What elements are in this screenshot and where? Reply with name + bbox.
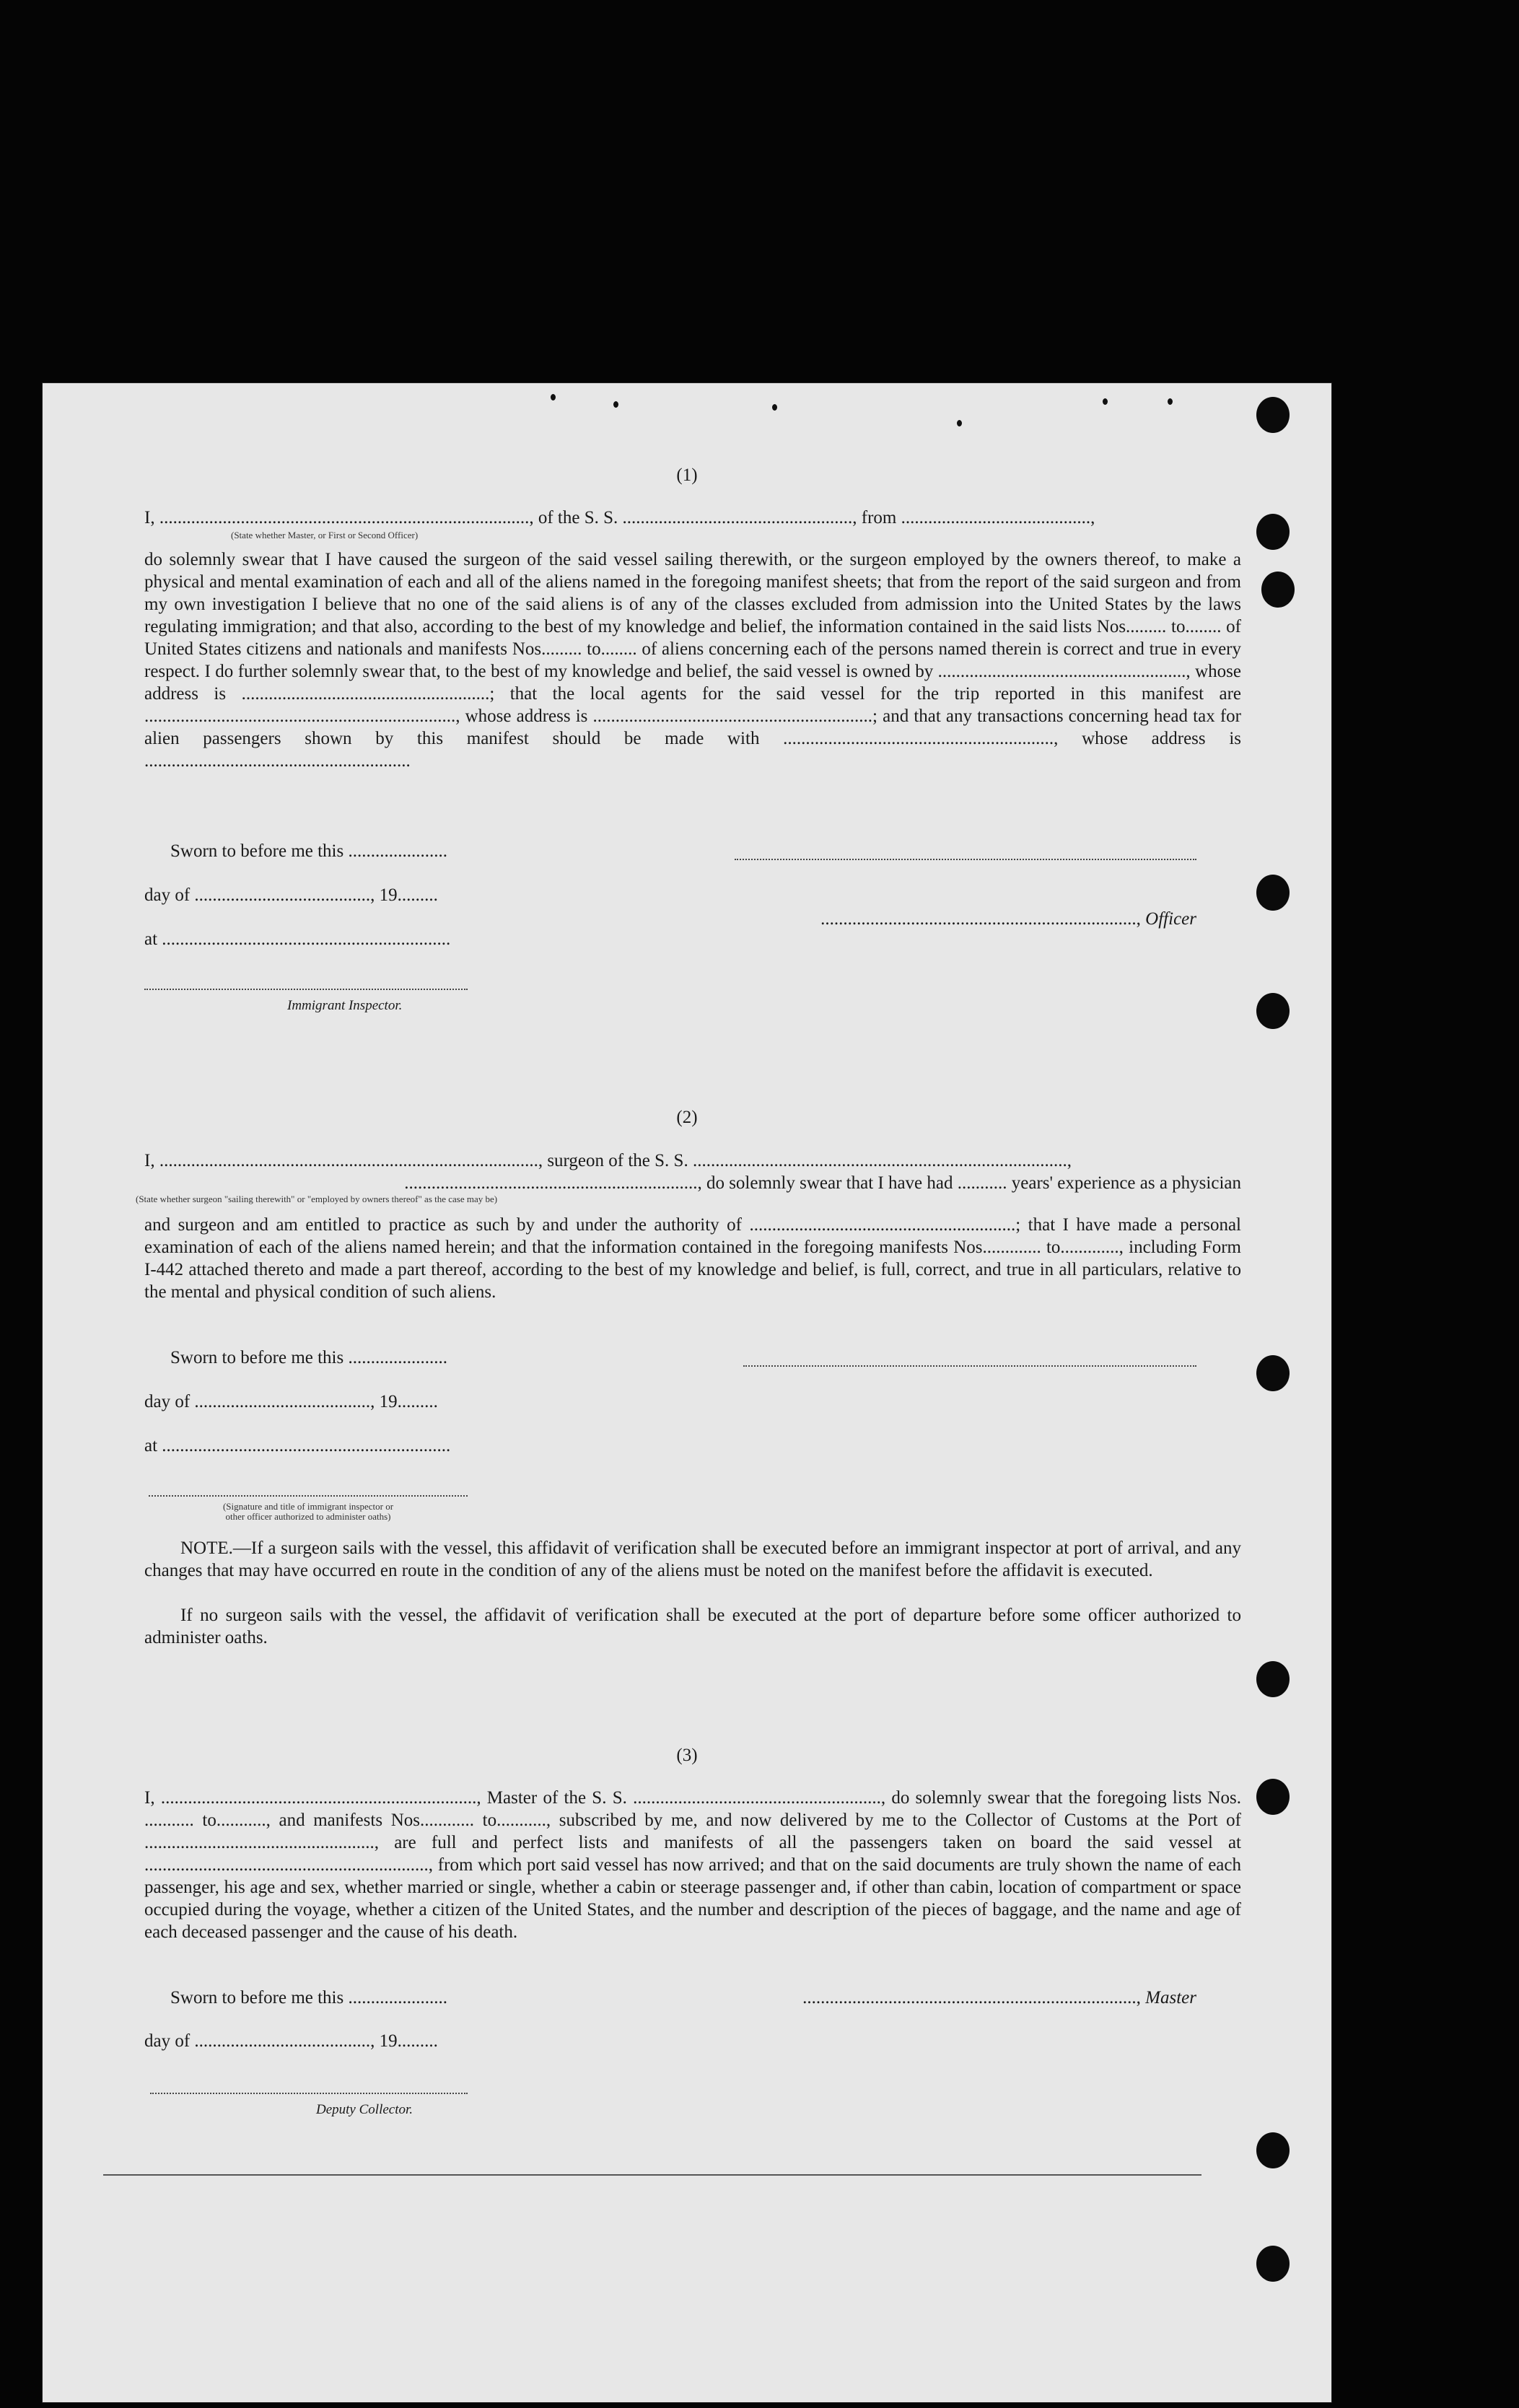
speck [772, 404, 777, 411]
note-text-2: If no surgeon sails with the vessel, the affidavit of verification shall be executed at the port of departure before some officer authorized to administer oaths. [144, 1606, 1241, 1647]
master-title-word: Master [1145, 1988, 1196, 2008]
manifest-affidavit-page [42, 382, 1332, 2403]
section-2-note-2 [144, 1604, 1241, 1649]
speck [1168, 398, 1173, 405]
speck [613, 401, 618, 408]
punch-hole [1256, 1355, 1290, 1391]
section-2-oath-text: and surgeon and am entitled to practice as such by and under the authority of ...........................................................; that I have made a personal examination of each of the aliens named herein; and that the information contained in the foregoing manifests Nos............. to............., including Form I-442 attached thereto and made a part thereof, according to the best of my knowledge and belief, is full, correct, and true in all particulars, relative to the mental and physical condition of such aliens. [144, 1215, 1241, 1302]
speck [957, 420, 962, 426]
speck [1103, 398, 1108, 405]
section-2-at-line: at ................................................................ [144, 1436, 451, 1455]
note-label: NOTE. [180, 1538, 233, 1558]
section-3-day-line: day of ......................................., 19......... [144, 2031, 438, 2051]
section-2-day-line: day of ......................................., 19......... [144, 1392, 438, 1411]
section-2-note [144, 1537, 1241, 1582]
speck [551, 394, 556, 400]
deputy-collector-label: Deputy Collector. [316, 2102, 413, 2117]
section-1-number: (1) [676, 465, 698, 485]
signature-title-note-2: other officer authorized to administer oaths) [225, 1511, 391, 1522]
punch-hole [1256, 514, 1290, 550]
master-dotted-fill: .........................................................................., [802, 1988, 1146, 2008]
officer-dotted-fill: ......................................................................, [820, 909, 1146, 929]
officer-rank-note: (State whether Master, or First or Second Officer) [231, 530, 419, 540]
section-2-inspector-signature-line [149, 1495, 468, 1497]
section-1-officer-signature-line [735, 859, 1196, 860]
section-1-inspector-signature-line [144, 989, 468, 990]
section-1-oath-text: do solemnly swear that I have caused the surgeon of the said vessel sailing therewith, or the surgeon employed by the owners thereof, to make a physical and mental examination of each and all of the aliens named in the foregoing manifest sheets; that from the report of the said surgeon and from my own investigation I believe that no one of the said aliens is of any of the classes excluded from admission into the United States by the laws regulating immigration; and that also, according to the best of my knowledge and belief, the information contained in the said lists Nos......... to........ of United States citizens and nationals and manifests Nos......... to........ of aliens concerning each of the persons named therein is correct and true in every respect. I do further solemnly swear that, to the best of my knowledge and belief, the said vessel is owned by ......................................................., whose address is .......................................................; that the local agents for the said vessel for the trip reported in this manifest are ....................................................................., whose address is ..............................................................; and that any transactions concerning head tax for alien passengers shown by this manifest should be made with ............................................................, whose address is ........................................................... [144, 550, 1241, 771]
punch-hole [1256, 1779, 1290, 1815]
section-1-day-line: day of ......................................., 19......... [144, 885, 438, 905]
section-3-number: (3) [676, 1746, 698, 1765]
section-3-oath-text: I, ......................................................................, Master of the S. S. ......................................................., do solemnly swear that the foregoing lists Nos. ........... to..........., and manifests Nos............ to..........., subscribed by me, and now delivered by me to the Collector of Customs at the Port of ..................................................., are full and perfect lists and manifests of all the passengers taken on board the said vessel at ..............................................................., from which port said vessel has now arrived; and that on the said documents are truly shown the name of each passenger, his age and sex, whether married or single, whether a cabin or steerage passenger and, if other than cabin, location of compartment or space occupied during the voyage, whether a citizen of the United States, and the number and description of the pieces of baggage, and the name and age of each deceased passenger and the cause of his death. [144, 1788, 1241, 1942]
punch-hole [1256, 397, 1290, 433]
surgeon-type-note: (State whether surgeon "sailing therewith" or "employed by owners thereof" as the case may be) [136, 1194, 498, 1204]
punch-hole [1261, 572, 1295, 608]
punch-hole [1256, 875, 1290, 911]
section-2-surgeon-line: I, ...................................................................................., surgeon of the S. S. ..................................................................................., [144, 1151, 1072, 1170]
section-3-master-title [735, 1987, 1196, 2009]
section-2-surgeon-signature-line [743, 1365, 1196, 1367]
punch-hole [1256, 2246, 1290, 2282]
immigrant-inspector-label: Immigrant Inspector. [287, 998, 403, 1013]
officer-title-word: Officer [1145, 909, 1196, 929]
section-1-sworn-line: Sworn to before me this ...................... [170, 841, 447, 861]
section-1-officer-line: I, .................................................................................., of the S. S. ..................................................., from .........................................., [144, 508, 1095, 527]
signature-title-note-1: (Signature and title of immigrant inspector or [222, 1501, 394, 1512]
section-2-number: (2) [676, 1108, 698, 1127]
section-3-sworn-line: Sworn to before me this ...................... [170, 1988, 447, 2008]
section-2-sworn-line: Sworn to before me this ...................... [170, 1348, 447, 1367]
section-1-officer-title [735, 908, 1196, 930]
note-text-1: —If a surgeon sails with the vessel, this affidavit of verification shall be executed before an immigrant inspector at port of arrival, and any changes that may have occurred en route in the condition of any of the aliens must be noted on the manifest before the affidavit is executed. [144, 1538, 1241, 1580]
section-2-experience-line: ................................................................., do solemnly swear that I have had ........... years' experience as a physician [404, 1173, 1241, 1193]
punch-hole [1256, 1661, 1290, 1697]
bottom-rule [103, 2174, 1201, 2176]
section-1-at-line: at ................................................................ [144, 929, 451, 949]
punch-hole [1256, 2132, 1290, 2168]
punch-hole [1256, 993, 1290, 1029]
section-3-collector-signature-line [150, 2093, 468, 2094]
